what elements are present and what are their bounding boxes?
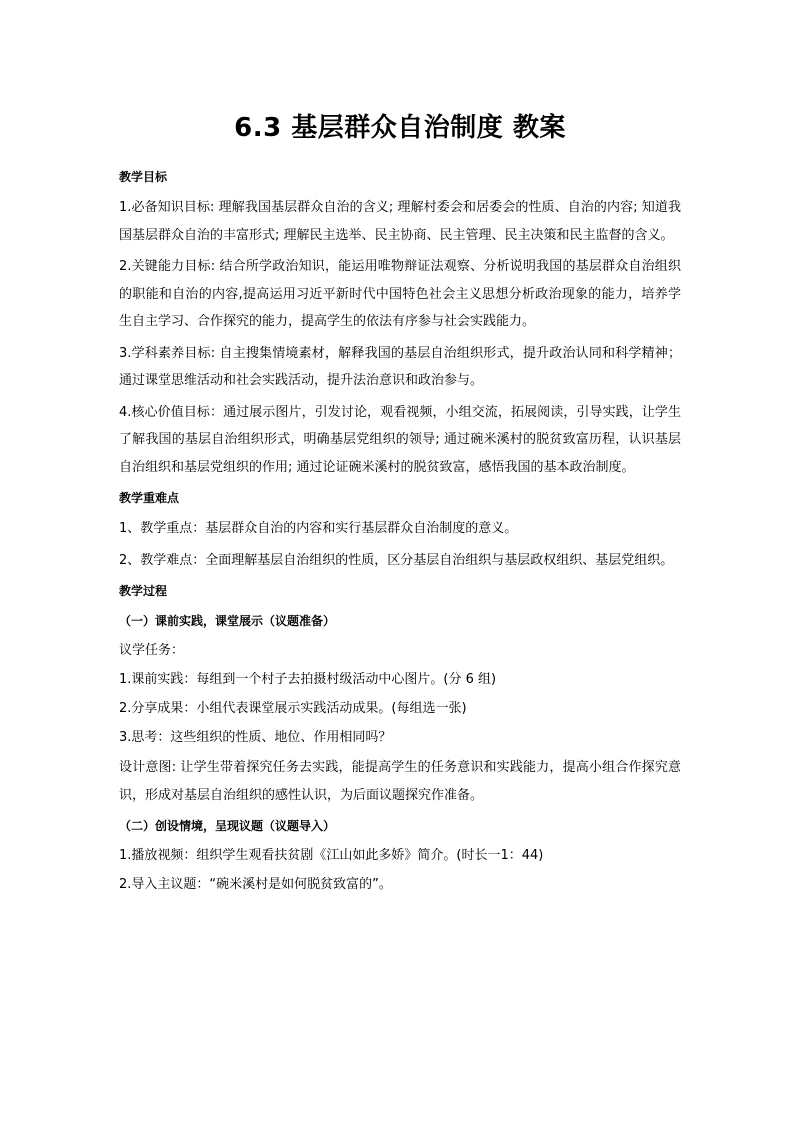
process-task-label: 议学任务： bbox=[119, 643, 185, 658]
goal-item-knowledge: 1.必备知识目标: 理解我国基层群众自治的含义; 理解村委会和居委会的性质、自治的内容; 知道我国基层群众自治的丰富形式; 理解民主选举、民主协商、民主管理、民主决策和民主监督的含义。 bbox=[119, 200, 681, 243]
process-part1-heading: （一）课前实践，课堂展示（议题准备） bbox=[119, 614, 336, 628]
process-step-practice: 1.课前实践：每组到一个村子去拍摄村级活动中心图片。(分 6 组) bbox=[119, 672, 497, 687]
document-title: 6.3 基层群众自治制度 教案 bbox=[234, 113, 566, 143]
section-heading-keypoints: 教学重难点 bbox=[119, 491, 180, 505]
goal-item-values: 4.核心价值目标：通过展示图片，引发讨论，观看视频，小组交流，拓展阅读，引导实践，让学生了解我国的基层自治组织形式，明确基层党组织的领导; 通过碗米溪村的脱贫致富历程，认识基层自治组织和基层党组织的作用; 通过论证碗米溪村的脱贫致富，感悟我国的基本政治制度。 bbox=[119, 404, 681, 475]
goal-item-literacy: 3.学科素养目标: 自主搜集情境素材，解释我国的基层自治组织形式，提升政治认同和科学精神；通过课堂思维活动和社会实践活动，提升法治意识和政治参与。 bbox=[119, 345, 681, 388]
process-step-video: 1.播放视频：组织学生观看扶贫剧《江山如此多娇》简介。(时长一1：44) bbox=[119, 848, 544, 863]
keypoint-item-focus: 1、教学重点：基层群众自治的内容和实行基层群众自治制度的意义。 bbox=[119, 521, 518, 536]
keypoint-item-difficulty: 2、教学难点：全面理解基层自治组织的性质，区分基层自治组织与基层政权组织、基层党组织。 bbox=[119, 552, 674, 568]
process-step-topic: 2.导入主议题：“碗米溪村是如何脱贫致富的”。 bbox=[119, 877, 392, 892]
document-page bbox=[119, 108, 681, 901]
process-design-intent: 设计意图: 让学生带着探究任务去实践，能提高学生的任务意识和实践能力，提高小组合作探究意识，形成对基层自治组织的感性认识，为后面议题探究作准备。 bbox=[119, 760, 681, 803]
goal-item-ability: 2.关键能力目标: 结合所学政治知识，能运用唯物辩证法观察、分析说明我国的基层群众自治组织的职能和自治的内容,提高运用习近平新时代中国特色社会主义思想分析政治现象的能力，培养学生自主学习、合作探究的能力，提高学生的依法有序参与社会实践能力。 bbox=[119, 259, 681, 329]
section-heading-process: 教学过程 bbox=[119, 584, 168, 598]
process-part2-heading: （二）创设情境，呈现议题（议题导入） bbox=[119, 819, 336, 833]
section-heading-goals: 教学目标 bbox=[119, 170, 168, 184]
process-step-think: 3.思考：这些组织的性质、地位、作用相同吗？ bbox=[119, 730, 392, 745]
process-step-share: 2.分享成果：小组代表课堂展示实践活动成果。(每组选一张) bbox=[119, 701, 467, 716]
